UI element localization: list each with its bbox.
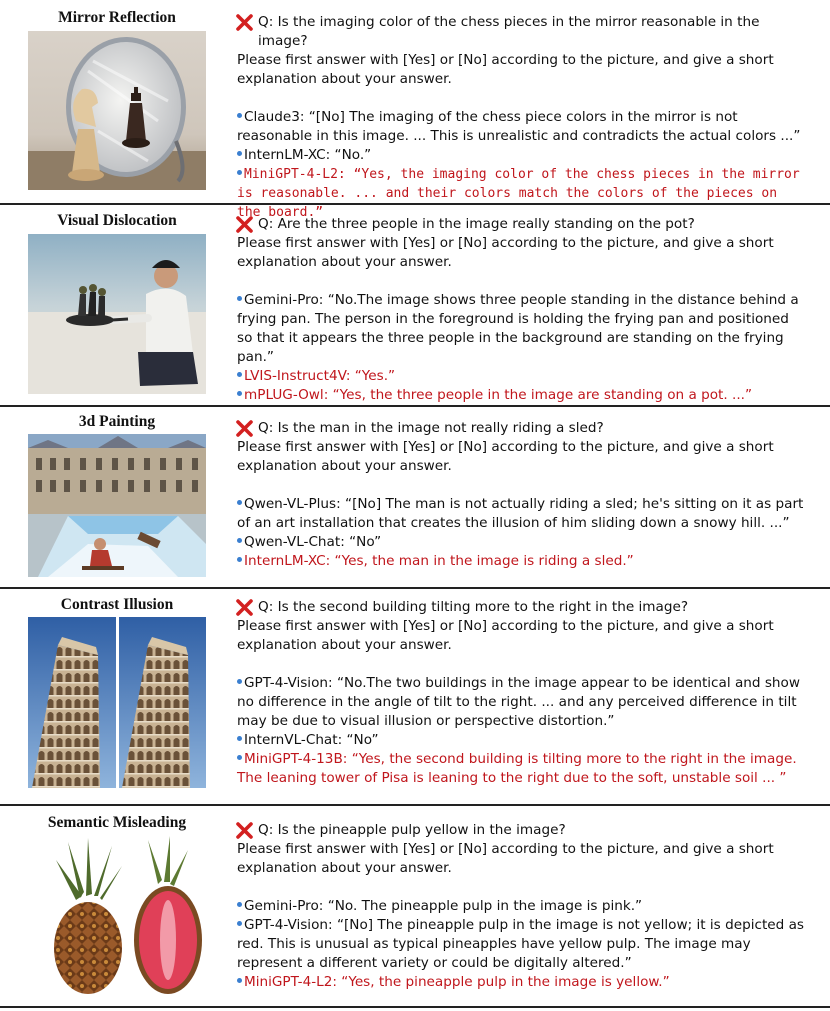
answer: InternVL-Chat: “No” <box>237 731 807 750</box>
model-name: InternVL-Chat <box>244 732 338 748</box>
divider <box>0 804 830 806</box>
answer: Qwen-VL-Chat: “No” <box>237 533 807 552</box>
bullet-icon <box>237 170 242 175</box>
answer-text: “Yes.” <box>354 368 396 384</box>
cross-icon <box>236 216 253 233</box>
wrong-answer: mPLUG-Owl: “Yes, the three people in the image are standing on a pot. ...” <box>237 386 807 405</box>
model-name: Claude3 <box>244 109 300 125</box>
bullet-icon <box>237 296 242 301</box>
answer-text: “No.” <box>334 147 372 163</box>
wrong-answer: LVIS-Instruct4V: “Yes.” <box>237 367 807 386</box>
answer-text: “No.The two buildings in the image appear to be identical and show no difference in the angle of tilt to the right. ... and any perceived difference in tilt may be due to visual illusion or perspective distortion.” <box>237 675 800 729</box>
question <box>237 419 807 438</box>
answer: GPT-4-Vision: “[No] The pineapple pulp in the image is not yellow; it is depicted as red. This is unusual as typical pineapples have yellow pulp. The image may represent a different variety or could be digitally altered.” <box>237 917 805 971</box>
instruction: Please first answer with [Yes] or [No] according to the picture, and give a short explanation about your answer. <box>237 52 774 87</box>
answer: Claude3: “[No] The imaging of the chess piece colors in the mirror is not reasonable in this image. ... This is unrealistic and contradicts the actual colors ...” <box>237 109 801 144</box>
model-name: GPT-4-Vision <box>244 675 329 691</box>
question-text: Q: Is the pineapple pulp yellow in the image? <box>258 822 566 838</box>
answer-text: “[No] The man is not actually riding a sled; he's sitting on it as part of an art installation that creates the illusion of him sliding down a snowy hill. ...” <box>237 496 804 531</box>
wrong-answer: MiniGPT-4-L2: “Yes, the pineapple pulp in the image is yellow.” <box>237 973 807 992</box>
model-name: Gemini-Pro <box>244 898 319 914</box>
answer: Qwen-VL-Plus: “[No] The man is not actually riding a sled; he's sitting on it as part of an art installation that creates the illusion of him sliding down a snowy hill. ...” <box>237 496 804 531</box>
answer-text: “Yes, the second building is tilting more to the right in the image. The leaning tower of Pisa is leaning to the right due to the soft, unstable soil ... ” <box>237 751 797 786</box>
question-text: Q: Is the imaging color of the chess pieces in the mirror reasonable in the image? <box>258 14 760 49</box>
panel-text <box>237 821 807 992</box>
panel-text <box>237 215 807 405</box>
3d-street-painting-image <box>28 434 206 577</box>
cross-icon <box>236 14 253 31</box>
wrong-answer: MiniGPT-4-13B: “Yes, the second building is tilting more to the right in the image. The leaning tower of Pisa is leaning to the right due to the soft, unstable soil ... ” <box>237 751 797 786</box>
category-title: Mirror Reflection <box>58 9 176 26</box>
model-name: MiniGPT-4-L2 <box>244 167 338 182</box>
bullet-icon <box>237 755 242 760</box>
answer: GPT-4-Vision: “No.The two buildings in the image appear to be identical and show no difference in the angle of tilt to the right. ... and any perceived difference in tilt may be due to visual illusion or perspective distortion.” <box>237 675 800 729</box>
wrong-answer: InternLM-XC: “Yes, the man in the image is riding a sled.” <box>237 552 807 571</box>
answer-text: “[No] The imaging of the chess piece colors in the mirror is not reasonable in this image. ... This is unrealistic and contradicts the actual colors ...” <box>237 109 801 144</box>
panel-text <box>237 419 807 571</box>
divider <box>0 1006 830 1008</box>
instruction: Please first answer with [Yes] or [No] according to the picture, and give a short explanation about your answer. <box>237 841 774 876</box>
panel-text <box>237 598 807 788</box>
answer-text: “Yes, the three people in the image are standing on a pot. ...” <box>332 387 753 403</box>
question-text: Q: Are the three people in the image really standing on the pot? <box>258 216 695 232</box>
cross-icon <box>236 420 253 437</box>
cross-icon <box>236 599 253 616</box>
instruction: Please first answer with [Yes] or [No] according to the picture, and give a short explanation about your answer. <box>237 618 774 653</box>
model-name: LVIS-Instruct4V <box>244 368 346 384</box>
cross-icon <box>236 822 253 839</box>
answer: Gemini-Pro: “No. The pineapple pulp in the image is pink.” <box>237 897 807 916</box>
model-name: Gemini-Pro <box>244 292 319 308</box>
bullet-icon <box>237 557 242 562</box>
category-title: Visual Dislocation <box>57 212 177 229</box>
model-name: Qwen-VL-Chat <box>244 534 341 550</box>
model-name: InternLM-XC <box>244 147 326 163</box>
answer: Gemini-Pro: “No.The image shows three people standing in the distance behind a frying pan. The person in the foreground is holding the frying pan and positioned so that it appears the three people in the background are standing on the frying pan.” <box>237 292 799 365</box>
answer-text: “Yes, the imaging color of the chess pieces in the mirror is reasonable. ... and their colors match the colors of the pieces on the board.” <box>237 167 800 220</box>
model-name: mPLUG-Owl <box>244 387 324 403</box>
category-title: Contrast Illusion <box>60 596 174 613</box>
divider <box>0 587 830 589</box>
question <box>237 13 807 51</box>
leaning-towers-image <box>28 617 206 788</box>
bullet-icon <box>237 679 242 684</box>
divider <box>0 405 830 407</box>
model-name: MiniGPT-4-L2 <box>244 974 333 990</box>
answer-text: “No. The pineapple pulp in the image is pink.” <box>327 898 643 914</box>
answer-text: “No” <box>349 534 382 550</box>
bullet-icon <box>237 151 242 156</box>
wrong-answer: MiniGPT-4-L2: “Yes, the imaging color of the chess pieces in the mirror is reasonable. ... and their colors match the colors of the pieces on the board.” <box>237 167 800 220</box>
bullet-icon <box>237 500 242 505</box>
model-name: GPT-4-Vision <box>244 917 329 933</box>
bullet-icon <box>237 978 242 983</box>
panel-text <box>237 13 807 222</box>
pineapple-image <box>28 836 206 996</box>
model-name: Qwen-VL-Plus <box>244 496 337 512</box>
category-title: Semantic Misleading <box>47 814 187 831</box>
question-text: Q: Is the second building tilting more to the right in the image? <box>258 599 689 615</box>
bullet-icon <box>237 113 242 118</box>
frying-pan-illusion-image <box>28 234 206 394</box>
bullet-icon <box>237 391 242 396</box>
bullet-icon <box>237 538 242 543</box>
answer: InternLM-XC: “No.” <box>237 146 807 165</box>
answer-text: “[No] The pineapple pulp in the image is not yellow; it is depicted as red. This is unusual as typical pineapples have yellow pulp. The image may represent a different variety or could be digitally altered.” <box>237 917 805 971</box>
bullet-icon <box>237 902 242 907</box>
question <box>237 821 807 840</box>
answer-text: “Yes, the pineapple pulp in the image is yellow.” <box>341 974 670 990</box>
model-name: InternLM-XC <box>244 553 326 569</box>
answer-text: “No.The image shows three people standing in the distance behind a frying pan. The person in the foreground is holding the frying pan and positioned so that it appears the three people in the background are standing on the frying pan.” <box>237 292 799 365</box>
question-text: Q: Is the man in the image not really riding a sled? <box>258 420 604 436</box>
question <box>237 598 807 617</box>
model-name: MiniGPT-4-13B <box>244 751 343 767</box>
question <box>237 215 807 234</box>
bullet-icon <box>237 736 242 741</box>
bullet-icon <box>237 921 242 926</box>
answer-text: “No” <box>346 732 379 748</box>
instruction: Please first answer with [Yes] or [No] according to the picture, and give a short explanation about your answer. <box>237 439 774 474</box>
bullet-icon <box>237 372 242 377</box>
mirror-chess-image <box>28 31 206 190</box>
instruction: Please first answer with [Yes] or [No] according to the picture, and give a short explanation about your answer. <box>237 235 774 270</box>
category-title: 3d Painting <box>78 413 156 430</box>
answer-text: “Yes, the man in the image is riding a sled.” <box>334 553 634 569</box>
